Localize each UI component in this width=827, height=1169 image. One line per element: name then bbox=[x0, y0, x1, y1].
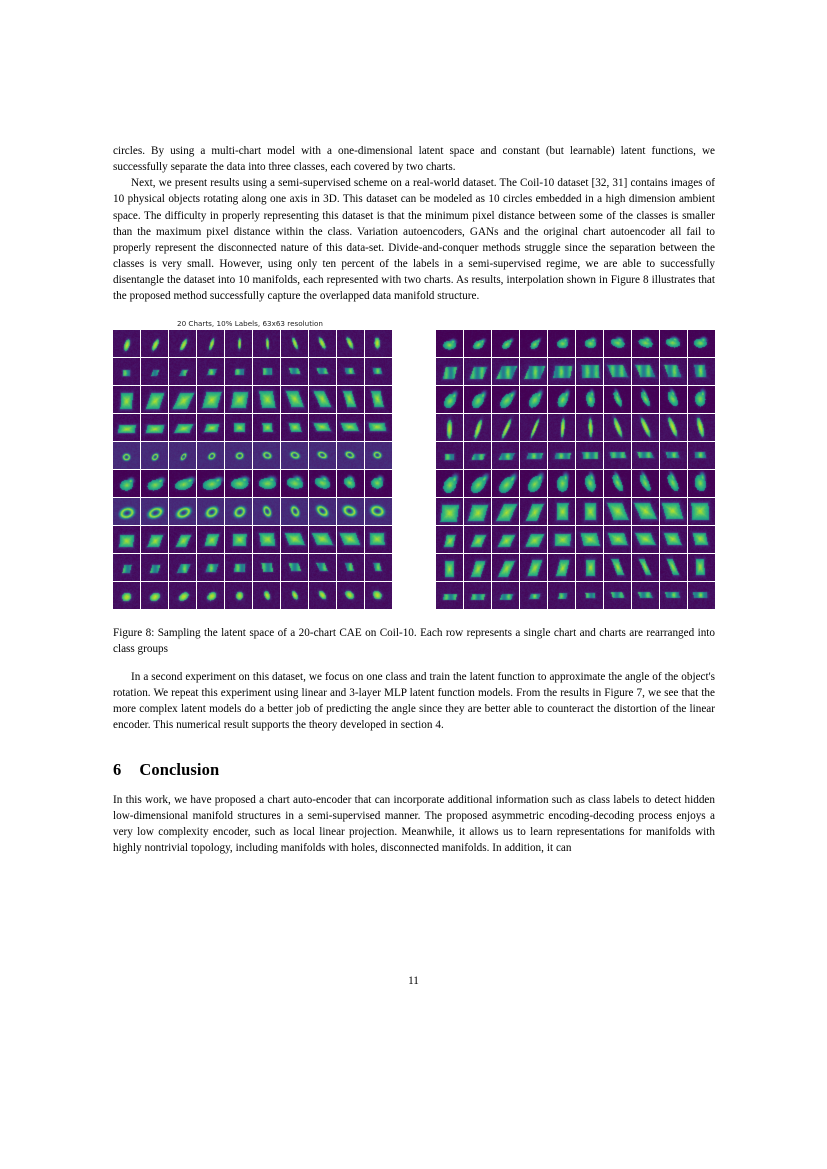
sample-image bbox=[548, 358, 575, 385]
sample-image bbox=[520, 358, 547, 385]
sample-image bbox=[604, 414, 631, 441]
sample-image bbox=[436, 386, 463, 413]
sample-image bbox=[197, 554, 224, 581]
sample-image bbox=[141, 358, 168, 385]
sample-image bbox=[464, 358, 491, 385]
sample-image bbox=[688, 582, 715, 609]
sample-image bbox=[660, 582, 687, 609]
sample-image bbox=[113, 498, 140, 525]
sample-image bbox=[576, 526, 603, 553]
sample-image bbox=[464, 414, 491, 441]
figure-plot-title: 20 Charts, 10% Labels, 63x63 resolution bbox=[177, 318, 323, 328]
sample-image bbox=[337, 526, 364, 553]
sample-image bbox=[309, 442, 336, 469]
sample-image bbox=[492, 498, 519, 525]
sample-image bbox=[253, 358, 280, 385]
sample-image bbox=[464, 498, 491, 525]
sample-image bbox=[464, 470, 491, 497]
sample-image bbox=[225, 498, 252, 525]
sample-image bbox=[365, 330, 392, 357]
sample-image bbox=[688, 470, 715, 497]
sample-image bbox=[337, 498, 364, 525]
sample-image bbox=[436, 498, 463, 525]
sample-image bbox=[688, 554, 715, 581]
sample-image bbox=[632, 386, 659, 413]
sample-grid-right bbox=[436, 330, 715, 609]
sample-image bbox=[113, 386, 140, 413]
sample-image bbox=[688, 442, 715, 469]
sample-image bbox=[169, 470, 196, 497]
section-title: Conclusion bbox=[139, 759, 220, 779]
sample-image bbox=[576, 470, 603, 497]
sample-image bbox=[281, 330, 308, 357]
sample-image bbox=[548, 470, 575, 497]
sample-image bbox=[576, 386, 603, 413]
sample-image bbox=[632, 414, 659, 441]
sample-image bbox=[464, 582, 491, 609]
sample-image bbox=[520, 582, 547, 609]
sample-image bbox=[436, 330, 463, 357]
sample-image bbox=[253, 414, 280, 441]
sample-image bbox=[604, 582, 631, 609]
sample-image bbox=[688, 330, 715, 357]
sample-image bbox=[309, 358, 336, 385]
sample-image bbox=[169, 358, 196, 385]
sample-image bbox=[141, 526, 168, 553]
sample-image bbox=[113, 554, 140, 581]
paragraph-1: circles. By using a multi-chart model with a one-dimensional latent space and constant (but learnable) latent functions, we successfully separate the data into three classes, each covered by two charts. bbox=[113, 145, 715, 174]
sample-image bbox=[365, 358, 392, 385]
sample-image bbox=[225, 386, 252, 413]
sample-image bbox=[197, 442, 224, 469]
sample-image bbox=[365, 386, 392, 413]
sample-image bbox=[548, 498, 575, 525]
sample-image bbox=[436, 526, 463, 553]
sample-image bbox=[688, 414, 715, 441]
sample-image bbox=[492, 358, 519, 385]
sample-image bbox=[365, 526, 392, 553]
sample-image bbox=[576, 498, 603, 525]
sample-image bbox=[225, 442, 252, 469]
sample-image bbox=[281, 554, 308, 581]
sample-image bbox=[492, 470, 519, 497]
sample-image bbox=[365, 582, 392, 609]
sample-image bbox=[309, 554, 336, 581]
sample-image bbox=[309, 582, 336, 609]
sample-image bbox=[604, 498, 631, 525]
sample-image bbox=[492, 386, 519, 413]
sample-image bbox=[520, 386, 547, 413]
sample-image bbox=[548, 386, 575, 413]
sample-image bbox=[281, 582, 308, 609]
paragraph-3: In a second experiment on this dataset, we focus on one class and train the latent function to approximate the angle of the object's rotation. We repeat this experiment using linear and 3-layer MLP latent function models. From the results in Figure 7, we see that the more complex latent models do a better job of predicting the angle since they are better able to counteract the distortion of the linear encoder. This numerical result supports the theory developed in section 4. bbox=[113, 670, 715, 732]
sample-image bbox=[309, 498, 336, 525]
sample-image bbox=[169, 414, 196, 441]
sample-image bbox=[309, 526, 336, 553]
sample-image bbox=[548, 526, 575, 553]
sample-image bbox=[464, 386, 491, 413]
sample-image bbox=[169, 526, 196, 553]
sample-image bbox=[576, 582, 603, 609]
section-heading bbox=[113, 760, 715, 780]
sample-image bbox=[604, 442, 631, 469]
sample-image bbox=[548, 582, 575, 609]
sample-image bbox=[688, 358, 715, 385]
sample-image bbox=[141, 498, 168, 525]
sample-image bbox=[436, 470, 463, 497]
sample-image bbox=[548, 414, 575, 441]
sample-image bbox=[309, 470, 336, 497]
sample-image bbox=[688, 498, 715, 525]
sample-image bbox=[113, 414, 140, 441]
figure-8 bbox=[113, 319, 715, 657]
sample-image bbox=[281, 442, 308, 469]
sample-image bbox=[520, 470, 547, 497]
sample-image bbox=[436, 554, 463, 581]
sample-image bbox=[464, 526, 491, 553]
sample-image bbox=[365, 470, 392, 497]
sample-image bbox=[520, 442, 547, 469]
sample-image bbox=[520, 414, 547, 441]
sample-image bbox=[520, 330, 547, 357]
sample-image bbox=[197, 470, 224, 497]
sample-image bbox=[253, 330, 280, 357]
sample-image bbox=[520, 526, 547, 553]
sample-image bbox=[197, 414, 224, 441]
sample-image bbox=[365, 554, 392, 581]
sample-image bbox=[632, 330, 659, 357]
sample-image bbox=[576, 330, 603, 357]
sample-image bbox=[169, 554, 196, 581]
sample-image bbox=[169, 582, 196, 609]
sample-image bbox=[309, 414, 336, 441]
sample-grid-left bbox=[113, 330, 392, 609]
sample-image bbox=[141, 554, 168, 581]
sample-image bbox=[632, 442, 659, 469]
sample-image bbox=[436, 582, 463, 609]
sample-image bbox=[225, 526, 252, 553]
sample-image bbox=[169, 442, 196, 469]
sample-image bbox=[365, 498, 392, 525]
sample-image bbox=[365, 442, 392, 469]
sample-image bbox=[253, 554, 280, 581]
sample-image bbox=[141, 582, 168, 609]
figure-caption: Figure 8: Sampling the latent space of a 20-chart CAE on Coil-10. Each row represents a single chart and charts are rearranged into class groups bbox=[113, 626, 715, 655]
paragraph-4: In this work, we have proposed a chart auto-encoder that can incorporate additional information such as class labels to detect hidden low-dimensional manifold structures in a semi-supervised manner. The proposed asymmetric encoding-decoding process enjoys a very low complexity encoder, such as local linear projection. Meanwhile, it allows us to learn representations for manifolds with highly nontrivial topology, including manifolds with holes, disconnected manifolds. In addition, it can bbox=[113, 793, 715, 854]
sample-image bbox=[253, 498, 280, 525]
sample-image bbox=[660, 442, 687, 469]
sample-image bbox=[309, 330, 336, 357]
sample-image bbox=[688, 526, 715, 553]
sample-image bbox=[141, 414, 168, 441]
sample-image bbox=[576, 414, 603, 441]
sample-image bbox=[632, 498, 659, 525]
sample-image bbox=[492, 442, 519, 469]
sample-image bbox=[520, 498, 547, 525]
sample-image bbox=[253, 526, 280, 553]
sample-image bbox=[604, 526, 631, 553]
sample-image bbox=[436, 442, 463, 469]
sample-image bbox=[548, 442, 575, 469]
sample-image bbox=[492, 414, 519, 441]
sample-image bbox=[141, 386, 168, 413]
sample-image bbox=[337, 470, 364, 497]
sample-image bbox=[632, 470, 659, 497]
sample-image bbox=[281, 498, 308, 525]
sample-image bbox=[113, 526, 140, 553]
figure-image-grids bbox=[113, 330, 715, 609]
sample-image bbox=[660, 330, 687, 357]
sample-image bbox=[113, 442, 140, 469]
sample-image bbox=[141, 442, 168, 469]
sample-image bbox=[632, 554, 659, 581]
sample-image bbox=[113, 582, 140, 609]
sample-image bbox=[281, 358, 308, 385]
sample-image bbox=[281, 386, 308, 413]
sample-image bbox=[253, 386, 280, 413]
sample-image bbox=[197, 582, 224, 609]
sample-image bbox=[225, 554, 252, 581]
sample-image bbox=[309, 386, 336, 413]
sample-image bbox=[253, 470, 280, 497]
sample-image bbox=[337, 442, 364, 469]
sample-image bbox=[436, 414, 463, 441]
sample-image bbox=[225, 582, 252, 609]
sample-image bbox=[225, 358, 252, 385]
sample-image bbox=[576, 442, 603, 469]
sample-image bbox=[660, 470, 687, 497]
sample-image bbox=[660, 358, 687, 385]
sample-image bbox=[632, 358, 659, 385]
sample-image bbox=[548, 554, 575, 581]
sample-image bbox=[281, 526, 308, 553]
sample-image bbox=[141, 470, 168, 497]
sample-image bbox=[225, 330, 252, 357]
sample-image bbox=[604, 330, 631, 357]
sample-image bbox=[169, 498, 196, 525]
sample-image bbox=[548, 330, 575, 357]
sample-image bbox=[113, 358, 140, 385]
sample-image bbox=[604, 554, 631, 581]
sample-image bbox=[436, 358, 463, 385]
sample-image bbox=[197, 498, 224, 525]
sample-image bbox=[197, 526, 224, 553]
sample-image bbox=[337, 330, 364, 357]
sample-image bbox=[660, 554, 687, 581]
sample-image bbox=[253, 582, 280, 609]
sample-image bbox=[281, 470, 308, 497]
sample-image bbox=[169, 386, 196, 413]
page-content bbox=[113, 143, 715, 856]
sample-image bbox=[464, 442, 491, 469]
sample-image bbox=[660, 414, 687, 441]
sample-image bbox=[464, 554, 491, 581]
sample-image bbox=[253, 442, 280, 469]
sample-image bbox=[337, 554, 364, 581]
sample-image bbox=[141, 330, 168, 357]
sample-image bbox=[576, 554, 603, 581]
sample-image bbox=[365, 414, 392, 441]
sample-image bbox=[464, 330, 491, 357]
sample-image bbox=[576, 358, 603, 385]
sample-image bbox=[169, 330, 196, 357]
page-number: 11 bbox=[408, 975, 419, 987]
sample-image bbox=[337, 582, 364, 609]
paragraph-2: Next, we present results using a semi-supervised scheme on a real-world dataset. The Coil-10 dataset [32, 31] contains images of 10 physical objects rotating along one axis in 3D. This dataset can be modeled as 10 circles embedded in a high dimension ambient space. The difficulty in properly representing this dataset is that the minimum pixel distance between some of the classes is smaller than the maximum pixel distance within the class. Variation autoencoders, GANs and the original chart autoencoder all fail to properly represent the disconnected nature of this data-set. Divide-and-conquer methods struggle since the separation between the classes is very small. However, using only ten percent of the labels in a semi-supervised regime, we are able to successfully disentangle the dataset into 10 manifolds, each represented with two charts. As results, interpolation shown in Figure 8 illustrates that the proposed method successfully capture the overlapped data manifold structure. bbox=[113, 177, 715, 303]
sample-image bbox=[632, 526, 659, 553]
sample-image bbox=[337, 358, 364, 385]
sample-image bbox=[604, 358, 631, 385]
sample-image bbox=[281, 414, 308, 441]
sample-image bbox=[520, 554, 547, 581]
sample-image bbox=[660, 526, 687, 553]
sample-image bbox=[660, 386, 687, 413]
sample-image bbox=[337, 386, 364, 413]
sample-image bbox=[660, 498, 687, 525]
sample-image bbox=[225, 414, 252, 441]
sample-image bbox=[492, 554, 519, 581]
section-number: 6 bbox=[113, 759, 122, 779]
sample-image bbox=[492, 330, 519, 357]
sample-image bbox=[113, 330, 140, 357]
sample-image bbox=[225, 470, 252, 497]
sample-image bbox=[113, 470, 140, 497]
sample-image bbox=[197, 358, 224, 385]
sample-image bbox=[197, 386, 224, 413]
sample-image bbox=[604, 470, 631, 497]
sample-image bbox=[337, 414, 364, 441]
sample-image bbox=[632, 582, 659, 609]
sample-image bbox=[492, 526, 519, 553]
sample-image bbox=[197, 330, 224, 357]
sample-image bbox=[604, 386, 631, 413]
sample-image bbox=[688, 386, 715, 413]
sample-image bbox=[492, 582, 519, 609]
